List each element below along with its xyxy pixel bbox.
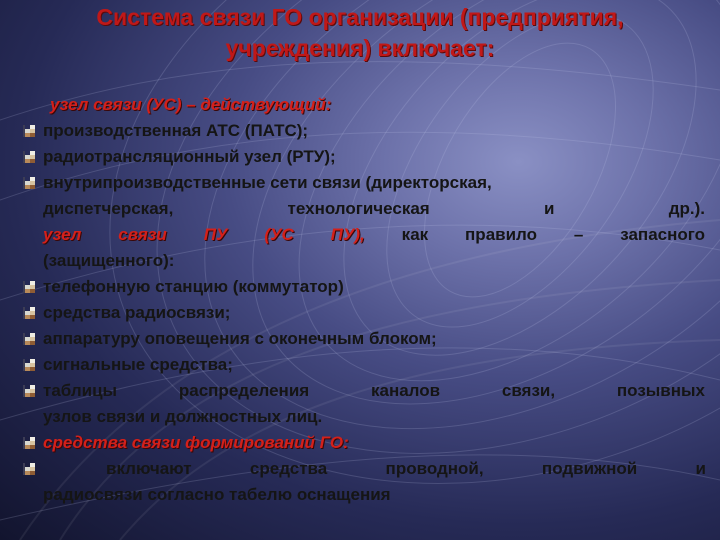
list-item-continuation: диспетчерская, технологическая и др.).	[43, 199, 705, 218]
list-item: производственная АТС (ПАТС);	[43, 121, 309, 140]
list-item: радиотрансляционный узел (РТУ);	[43, 147, 336, 166]
bullet-icon	[23, 359, 37, 372]
list-item-continuation: радиосвязи согласно табелю оснащения	[43, 485, 391, 504]
list-item: аппаратуру оповещения с оконечным блоком;	[43, 329, 437, 348]
title-line-1: Система связи ГО организации (предприятия,	[96, 4, 624, 30]
list-item-continuation: узлов связи и должностных лиц.	[43, 407, 323, 426]
bullet-icon	[23, 281, 37, 294]
list-item: телефонную станцию (коммутатор)	[43, 277, 344, 296]
bullet-icon	[23, 125, 37, 138]
section-heading-uzel-svyazi: узел связи (УС) – действующий:	[50, 95, 332, 114]
section-heading-uzel-pu	[43, 223, 705, 247]
section-heading-continuation: (защищенного):	[43, 251, 175, 270]
list-item: внутрипроизводственные сети связи (директорская,	[43, 173, 492, 192]
bullet-icon	[23, 385, 37, 398]
list-item: таблицы распределения каналов связи, позывных	[43, 381, 705, 400]
section-heading-uzel-pu-note: как правило – запасного	[364, 225, 705, 244]
list-item: средства радиосвязи;	[43, 303, 231, 322]
bullet-icon	[23, 437, 37, 450]
list-item: сигнальные средства;	[43, 355, 233, 374]
section-heading-formirovaniya: средства связи формирований ГО:	[43, 433, 349, 452]
title-line-2: учреждения) включает:	[225, 35, 495, 61]
bullet-icon	[23, 151, 37, 164]
section-heading-uzel-pu-label: узел связи ПУ (УС ПУ),	[43, 225, 365, 244]
list-item: включают средства проводной, подвижной и	[106, 459, 706, 478]
bullet-icon	[23, 307, 37, 320]
bullet-icon	[23, 333, 37, 346]
bullet-icon	[23, 177, 37, 190]
bullet-icon	[23, 463, 37, 476]
